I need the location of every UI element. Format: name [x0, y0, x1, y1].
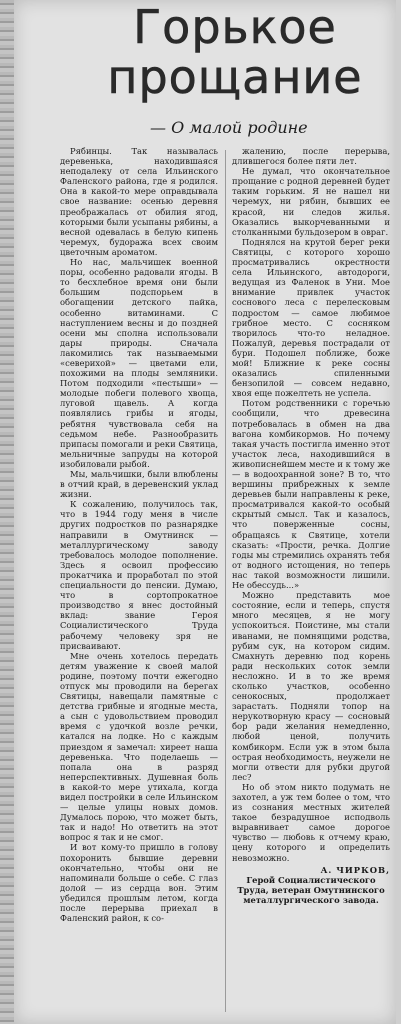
paragraph: Можно представить мое состояние, если и теперь, спустя много месяцев, я не могу успокоиться. Поистине, мы стали иванами, не помнящими родства, рубим сук, на котором сидим. Смахнуть деревню под корень ради нескольких соток земли несложно. И в то же время сколько участков, особенно сенокосных, продолжает зарастать. Подняли топор на нерукотворную красу — сосновый бор ради желания немедленно, любой ценой, получить комбикорм. Если уж в этом была острая необходимость, неужели не могли отвести для рубки другой лес?	[232, 590, 390, 782]
right-column	[232, 146, 390, 1016]
left-column	[60, 146, 218, 1016]
author-name: А. ЧИРКОВ,	[320, 864, 390, 875]
paragraph: жалению, после перерыва, длившегося более пяти лет.	[232, 146, 390, 167]
column-divider	[225, 150, 226, 1012]
headline-line-1: Горькое	[133, 0, 337, 54]
article-subtitle: — О малой родине	[150, 118, 390, 137]
author-title: Герой Социалистического Труда, ветеран Омутнинского металлургического завода.	[237, 874, 385, 905]
headline-line-2: прощание	[107, 50, 363, 104]
paragraph: Мы, мальчишки, были влюблены в отчий край, в деревенский уклад жизни.	[60, 469, 218, 500]
article-body	[60, 146, 390, 1016]
paragraph: Но нас, мальчишек военной поры, особенно радовали ягоды. В то бесхлебное время они были большим подспорьем в обогащении детского пайка, особенно витаминами. С наступлением весны и до поздней осени мы сполна использовали дары природы. Сначала лакомились так называемыми «северихой» — цветами ели, похожими на плоды земляники. Потом подходили «пестыши» — молодые побеги полевого хвоща, луговой щавель. А когда появлялись грибы и ягоды, ребятня чувствовала себя на седьмом небе. Разнообразить припасы помогали и реки Святица, мельничные запруды на которой изобиловали рыбой.	[60, 257, 218, 469]
paragraph: Поднялся на крутой берег реки Святицы, с которого хорошо просматривались окрестности села Ильинского, автодороги, ведущая из Фаленок в Уни. Мое внимание привлек участок соснового леса с перелесковым подростом — самое любимое грибное место. С сосняком творилось что-то неладное. Пожалуй, деревья пострадали от бури. Подошел поближе, боже мой! Ближние к реке сосны оказались спиленными бензопилой — совсем недавно, хвоя еще пожелтеть не успела.	[232, 236, 390, 399]
page-edge	[0, 0, 14, 1024]
paragraph: Но об этом никто подумать не захотел, а уж тем более о том, что из сознания местных жителей такое безрадушное исподволь выравнивает самое дорогое чувство — любовь к отчему краю, цену которого и определить невозможно.	[232, 781, 390, 863]
paragraph: Потом родственники с горечью сообщили, что древесина потребовалась в обмен на два вагона комбикормов. Но почему такая участь постигла именно этот участок леса, находившийся в живописнейшем месте и к тому же — в водоохранной зоне? В то, что вершины прибрежных к земле деревьев были направлены к реке, просматривался какой-то особый скрытый смысл. Так и казалось, что поверженные сосны, обращаясь к Святице, хотели сказать: «Прости, речка. Долгие годы мы стремились охранять тебя от водного истощения, но теперь нас такой возможности лишили. Не обессудь...»	[232, 398, 390, 591]
paragraph: Не думал, что окончательное прощание с родной деревней будет таким горьким. Я не нашел ни черемух, ни рябин, бывших ее красой, ни следов жилья. Оказались выкорчеванными и столканными бульдозером в овраг.	[232, 166, 390, 237]
article-headline	[80, 2, 390, 102]
paragraph: Рябинцы. Так называлась деревенька, находившаяся неподалеку от села Ильинского Фаленского района, где я родился. Она в какой-то мере оправдывала свое название: осенью деревня преображалась от обилия ягод, которыми были усыпаны рябины, а весной одевалась в белую кипень черемух, будоража всех своим цветочным ароматом.	[60, 146, 218, 257]
paragraph: К сожалению, получилось так, что в 1944 году меня в числе других подростков по разнарядке направили в Омутнинск — металлургическому заводу требовалось молодое пополнение. Здесь я освоил профессию прокатчика и проработал по этой специальности до пенсии. Думаю, что в сортопрокатное производство я внес достойный вклад: звание Героя Социалистического Труда рабочему человеку зря не присваивают.	[60, 499, 218, 651]
paragraph: Мне очень хотелось передать детям уважение к своей малой родине, поэтому почти ежегодно отпуск мы проводили на берегах Святицы, навещали памятные с детства грибные и ягодные места, а сын с удовольствием проводил время с удочкой возле речки, катался на лодке. Но с каждым приездом я замечал: хиреет наша деревенька. Что поделаешь — попала она в разряд неперспективных. Душевная боль в какой-то мере утихала, когда видел постройки в селе Ильинском — целые улицы новых домов. Думалось порою, что может быть, так и надо! Но ответить на этот вопрос я так и не смог.	[60, 650, 218, 843]
paragraph: И вот кому-то пришло в голову похоронить бывшие деревни окончательно, чтобы они не напоминали больше о себе. С глаз долой — из сердца вон. Этим убедился прошлым летом, когда после перерыва приехал в Фаленский район, к со-	[60, 842, 218, 924]
